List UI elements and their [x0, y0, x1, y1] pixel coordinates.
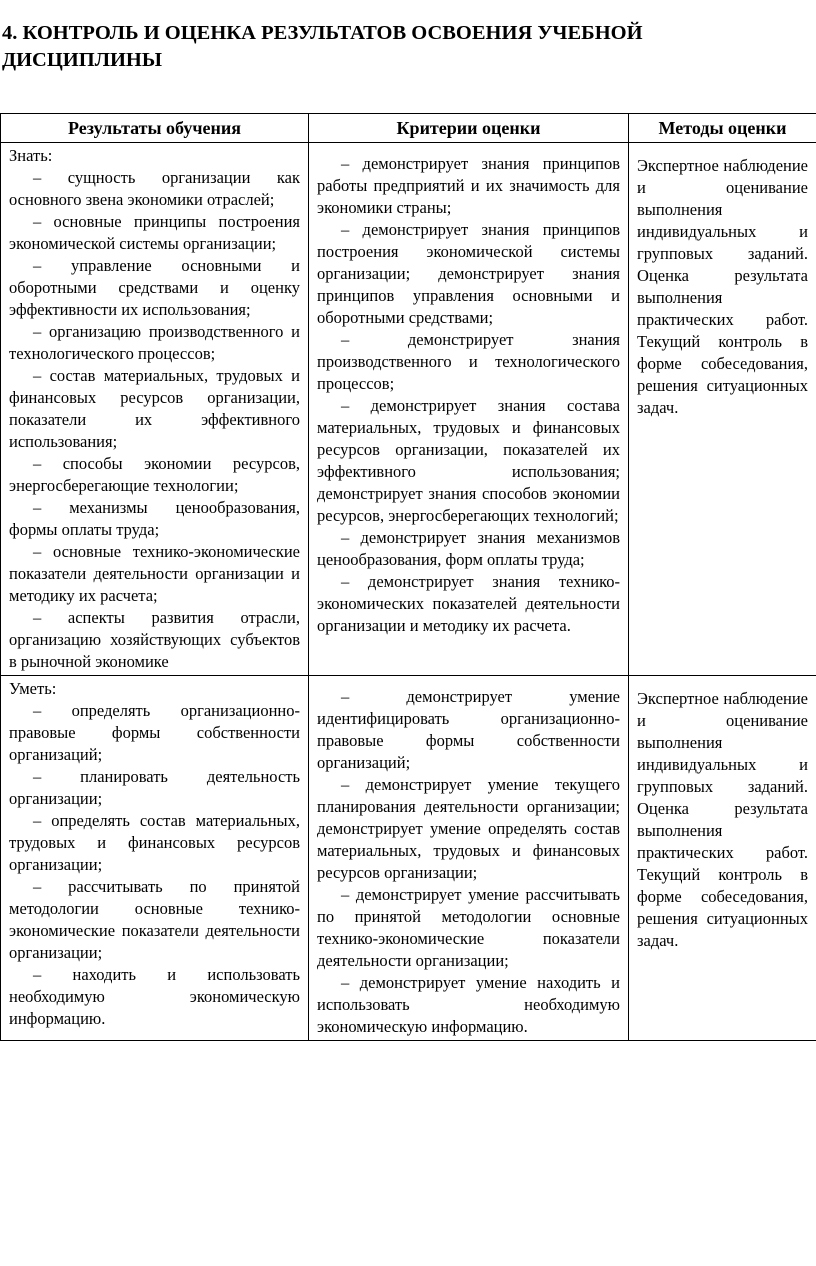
criteria-item: – демонстрирует знания механизмов ценообразования, форм оплаты труда;	[317, 528, 620, 569]
methods-text: Экспертное наблюдение и оценивание выполнения индивидуальных и групповых заданий. Оценка результата выполнения практических работ. Текущий контроль в форме собеседования, решения ситуационных задач.	[637, 156, 808, 417]
result-item: – управление основными и оборотными средствами и оценку эффективности их использования;	[9, 256, 300, 319]
table-header-row	[1, 114, 816, 143]
header-results: Результаты обучения	[1, 114, 309, 143]
criteria-item: – демонстрирует знания принципов построения экономической системы организации; демонстрирует знания принципов управления основными и оборотными средствами;	[317, 220, 620, 327]
criteria-item: – демонстрирует умение рассчитывать по принятой методологии основные технико-экономические показатели деятельности организации;	[317, 885, 620, 970]
criteria-item: – демонстрирует знания производственного и технологического процессов;	[317, 330, 620, 393]
criteria-cell-know	[309, 143, 629, 676]
result-item: – находить и использовать необходимую экономическую информацию.	[9, 965, 300, 1028]
methods-text: Экспертное наблюдение и оценивание выполнения индивидуальных и групповых заданий. Оценка результата выполнения практических работ. Текущий контроль в форме собеседования, решения ситуационных задач.	[637, 689, 808, 950]
result-item: – организацию производственного и технологического процессов;	[9, 322, 300, 363]
result-item: – аспекты развития отрасли, организацию хозяйствующих субъектов в рыночной экономике	[9, 608, 300, 671]
criteria-cell-skill	[309, 676, 629, 1041]
table-row-know	[1, 143, 816, 676]
section-title: 4. КОНТРОЛЬ И ОЦЕНКА РЕЗУЛЬТАТОВ ОСВОЕНИЯ УЧЕБНОЙ ДИСЦИПЛИНЫ	[2, 22, 643, 71]
criteria-item: – демонстрирует умение находить и использовать необходимую экономическую информацию.	[317, 973, 620, 1036]
header-methods: Методы оценки	[629, 114, 816, 143]
row-lead: Знать:	[9, 146, 53, 165]
row-lead: Уметь:	[9, 679, 57, 698]
criteria-item: – демонстрирует умение текущего планирования деятельности организации; демонстрирует умение определять состав материальных, трудовых и финансовых ресурсов организации;	[317, 775, 620, 882]
result-item: – основные технико-экономические показатели деятельности организации и методику их расчета;	[9, 542, 300, 605]
methods-cell-skill	[629, 676, 816, 1041]
criteria-item: – демонстрирует умение идентифицировать организационно-правовые формы собственности организаций;	[317, 687, 620, 772]
result-item: – планировать деятельность организации;	[9, 767, 300, 808]
methods-cell-know	[629, 143, 816, 676]
result-item: – сущность организации как основного звена экономики отраслей;	[9, 168, 300, 209]
assessment-table	[0, 113, 816, 1041]
table-row-skill	[1, 676, 816, 1041]
header-criteria: Критерии оценки	[309, 114, 629, 143]
result-item: – механизмы ценообразования, формы оплаты труда;	[9, 498, 300, 539]
results-cell-know	[1, 143, 309, 676]
result-item: – способы экономии ресурсов, энергосберегающие технологии;	[9, 454, 300, 495]
result-item: – рассчитывать по принятой методологии основные технико-экономические показатели деятельности организации;	[9, 877, 300, 962]
result-item: – определять состав материальных, трудовых и финансовых ресурсов организации;	[9, 811, 300, 874]
criteria-item: – демонстрирует знания принципов работы предприятий и их значимость для экономики страны;	[317, 154, 620, 217]
criteria-item: – демонстрирует знания состава материальных, трудовых и финансовых ресурсов организации, показателей их эффективного использования; демонстрирует знания способов экономии ресурсов, энергосберегающих технологий;	[317, 396, 620, 525]
result-item: – определять организационно-правовые формы собственности организаций;	[9, 701, 300, 764]
result-item: – состав материальных, трудовых и финансовых ресурсов организации, показатели их эффективного использования;	[9, 366, 300, 451]
criteria-item: – демонстрирует знания технико-экономических показателей деятельности организации и методику их расчета.	[317, 572, 620, 635]
result-item: – основные принципы построения экономической системы организации;	[9, 212, 300, 253]
results-cell-skill	[1, 676, 309, 1041]
